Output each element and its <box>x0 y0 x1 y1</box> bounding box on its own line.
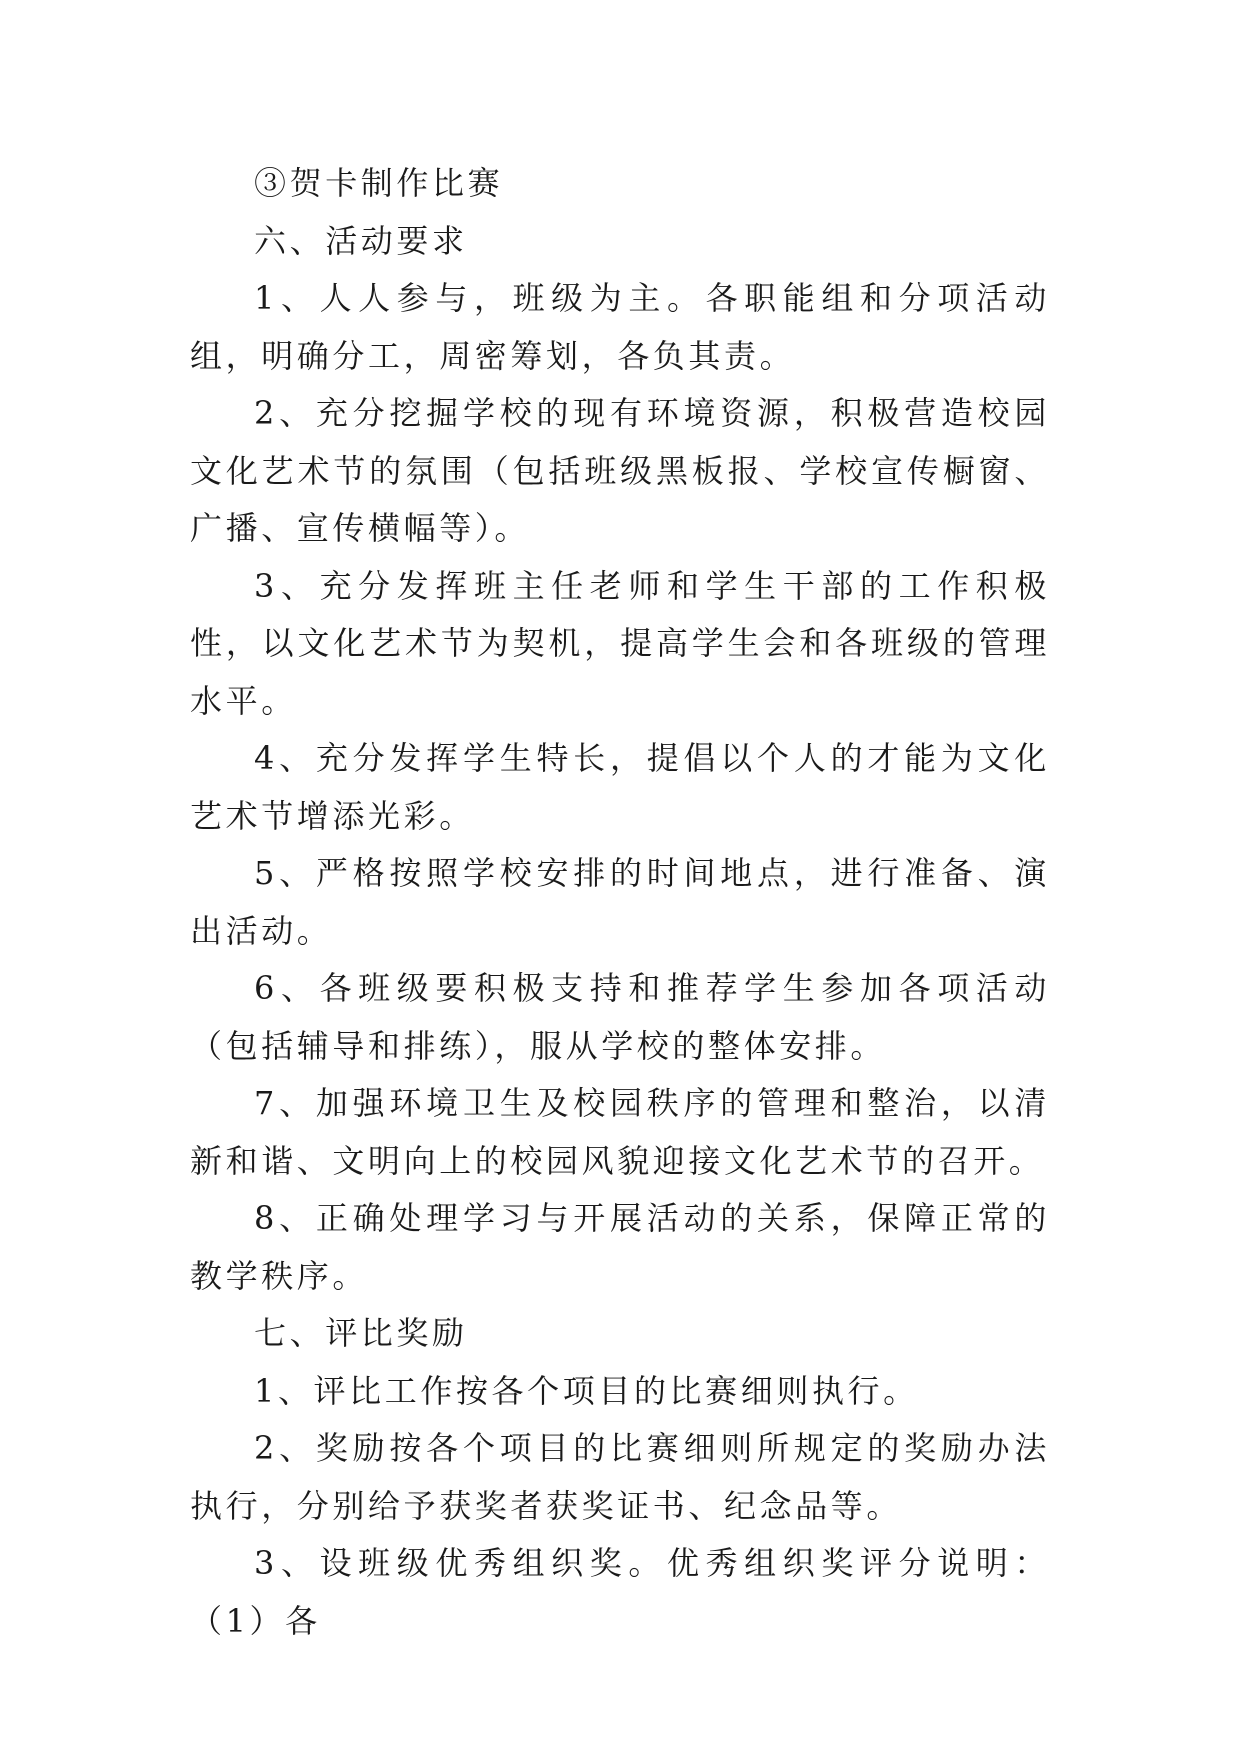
paragraph-requirement-3: 3、充分发挥班主任老师和学生干部的工作积极性，以文化艺术节为契机，提高学生会和各班级的管理水平。 <box>190 566 1050 720</box>
paragraph-requirement-1: 1、人人参与，班级为主。各职能组和分项活动组，明确分工，周密筹划，各负其责。 <box>190 279 1050 375</box>
document-body <box>190 155 1050 1650</box>
paragraph-award-3: 3、设班级优秀组织奖。优秀组织奖评分说明：（1）各 <box>190 1544 1050 1640</box>
paragraph-requirement-6: 6、各班级要积极支持和推荐学生参加各项活动（包括辅导和排练），服从学校的整体安排。 <box>190 969 1050 1065</box>
section-heading-awards: 七、评比奖励 <box>254 1314 468 1352</box>
paragraph-award-2: 2、奖励按各个项目的比赛细则所规定的奖励办法执行，分别给予获奖者获奖证书、纪念品等。 <box>190 1429 1050 1525</box>
paragraph-requirement-2: 2、充分挖掘学校的现有环境资源，积极营造校园文化艺术节的氛围（包括班级黑板报、学校宣传橱窗、广播、宣传横幅等）。 <box>190 394 1050 547</box>
paragraph-requirement-7: 7、加强环境卫生及校园秩序的管理和整治，以清新和谐、文明向上的校园风貌迎接文化艺术节的召开。 <box>190 1084 1050 1180</box>
paragraph-award-1: 1、评比工作按各个项目的比赛细则执行。 <box>254 1371 919 1410</box>
paragraph-requirement-5: 5、严格按照学校安排的时间地点，进行准备、演出活动。 <box>190 854 1050 950</box>
section-heading-activity-requirements: 六、活动要求 <box>254 221 468 260</box>
list-item-card-contest: ③贺卡制作比赛 <box>254 164 504 202</box>
paragraph-requirement-4: 4、充分发挥学生特长，提倡以个人的才能为文化艺术节增添光彩。 <box>190 739 1050 835</box>
paragraph-requirement-8: 8、正确处理学习与开展活动的关系，保障正常的教学秩序。 <box>190 1199 1050 1295</box>
